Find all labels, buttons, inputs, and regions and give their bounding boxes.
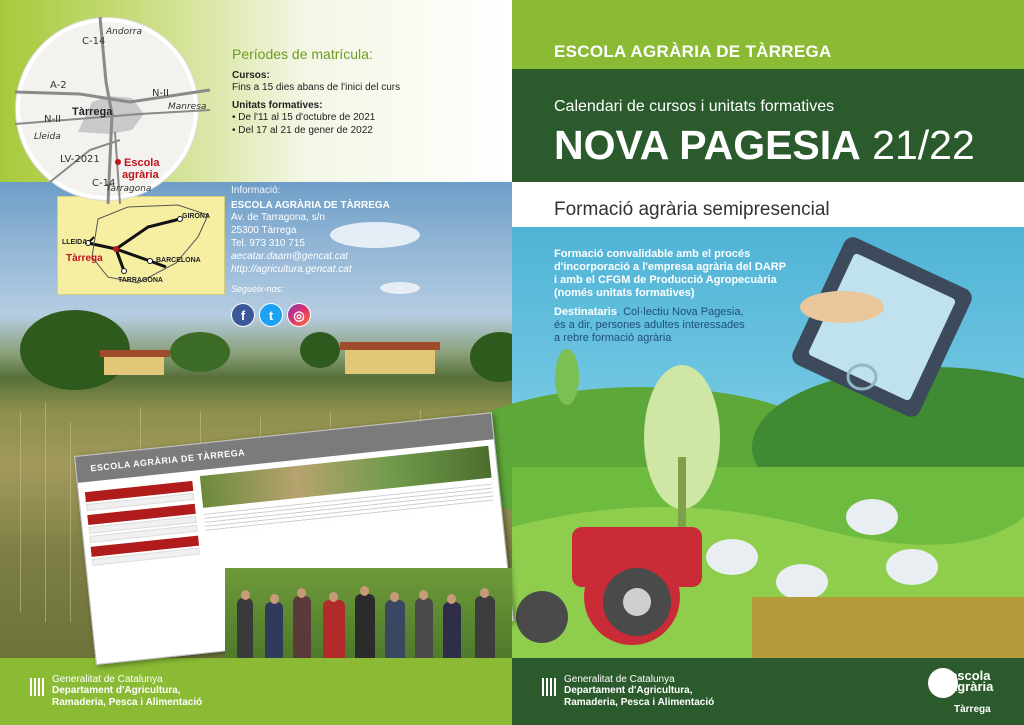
department-text [52, 674, 202, 709]
house [345, 350, 435, 374]
person-head [360, 586, 369, 596]
map-road-label: C-14 [92, 178, 116, 189]
school-title: ESCOLA AGRÀRIA DE TÀRREGA [554, 42, 832, 61]
audience-line-2: és a dir, persones adultes interessades [554, 319, 745, 331]
generalitat-name: Generalitat de Catalunya [52, 674, 163, 685]
person [355, 594, 375, 658]
department-line-1: Departament d'Agricultura, [564, 685, 693, 696]
map-school-label-2: agrària [122, 169, 159, 181]
contact-info [231, 185, 501, 323]
units-date-2: • Del 17 al 21 de gener de 2022 [232, 125, 373, 136]
person-head [480, 588, 489, 598]
department-line-2: Ramaderia, Pesca i Alimentació [52, 697, 203, 708]
person [323, 600, 345, 658]
blurb-line-1: Formació convalidable amb el procés [554, 248, 751, 260]
courses-heading: Cursos: [232, 70, 270, 81]
person [265, 602, 283, 658]
grass-stroke [70, 422, 71, 622]
website-header: ESCOLA AGRÀRIA DE TÀRREGA [75, 413, 493, 483]
map-road-label: N-II [44, 114, 61, 125]
map-town-label: Tàrrega [72, 106, 113, 118]
map-place-label: Lleida [34, 132, 61, 142]
person [475, 596, 495, 658]
house-roof [100, 350, 170, 357]
map-road-label: N-II [152, 88, 169, 99]
periods-title: Períodes de matrícula: [232, 46, 373, 62]
group-photo [225, 568, 512, 658]
department-line-1: Departament d'Agricultura, [52, 685, 181, 696]
house-roof [340, 342, 440, 350]
blurb-line-4: (només unitats formatives) [554, 287, 695, 299]
map-city-label: LLEIDA [62, 239, 88, 246]
map-city-label: GIRONA [182, 213, 210, 220]
person-head [419, 590, 428, 600]
person [385, 600, 405, 658]
calendar-subtitle: Calendari de cursos i unitats formatives [554, 98, 835, 115]
twitter-icon[interactable]: t [259, 303, 283, 327]
website-link[interactable]: http://agricultura.gencat.cat [231, 264, 352, 275]
email-link[interactable]: aecatar.daam@gencat.cat [231, 251, 349, 262]
title-main: NOVA PAGESIA [554, 122, 861, 168]
person-head [241, 590, 250, 600]
school-name: ESCOLA AGRÀRIA DE TÀRREGA [231, 200, 390, 211]
website-sidebar [84, 477, 200, 568]
department-text [564, 674, 714, 709]
title-year: 21/22 [860, 122, 975, 168]
map-place-label: Tarragona [106, 184, 152, 194]
person-head [447, 594, 456, 604]
audience-text [554, 306, 824, 319]
logo-text [950, 670, 993, 692]
right-page [512, 0, 1024, 725]
person-head [390, 592, 399, 602]
logo-line-3: Tàrrega [954, 704, 991, 715]
courses-text: Fins a 15 dies abans de l'inici del curs [232, 82, 401, 93]
generalitat-logo-icon [30, 678, 44, 696]
location-map [16, 18, 207, 200]
main-title [554, 122, 975, 169]
enrollment-periods [232, 46, 502, 137]
map-city-label: TARRAGONA [118, 277, 163, 284]
person [415, 598, 433, 658]
map-school-label-1: Escola [124, 157, 160, 169]
info-title: Informació: [231, 185, 281, 196]
person [237, 598, 253, 658]
training-type: Formació agrària semipresencial [554, 199, 830, 220]
audience-line-3: a rebre formació agrària [554, 332, 672, 344]
map-place-label: Manresa [168, 102, 207, 112]
map-road-label: A-2 [50, 80, 67, 91]
left-footer [0, 658, 512, 725]
units-date-1: • De l'11 al 15 d'octubre de 2021 [232, 112, 376, 123]
map-highlight-label: Tàrrega [66, 253, 103, 264]
house [104, 357, 164, 375]
person-head [329, 592, 338, 602]
person [443, 602, 461, 658]
address: Av. de Tarragona, s/n [231, 212, 325, 223]
audience-line-1: . Col·lectiu Nova Pagesia, [616, 306, 744, 318]
generalitat-logo-icon [542, 678, 556, 696]
blurb-line-3: i amb el CFGM de Producció Agropecuària [554, 274, 777, 286]
map-road-label: C-14 [82, 36, 106, 47]
logo-line-2: agrària [950, 679, 994, 694]
tree [170, 332, 230, 372]
person-head [297, 588, 306, 598]
training-description [554, 248, 824, 345]
audience-label: Destinataris [554, 306, 617, 318]
grass-stroke [45, 402, 46, 622]
map-place-label: Andorra [106, 27, 142, 37]
school-logo [928, 668, 992, 718]
logo-line-1: escola [950, 668, 991, 683]
facebook-icon[interactable]: f [231, 303, 255, 327]
follow-label: Segueix-nos: [231, 284, 284, 294]
instagram-icon[interactable]: ◎ [287, 303, 311, 327]
city: 25300 Tàrrega [231, 225, 297, 236]
map-road-label: LV-2021 [60, 154, 100, 165]
blurb-line-2: d'incorporació a l'empresa agrària del DARP [554, 261, 787, 273]
units-heading: Unitats formatives: [232, 100, 323, 111]
person-head [270, 594, 279, 604]
generalitat-name: Generalitat de Catalunya [564, 674, 675, 685]
person [293, 596, 311, 658]
phone: Tel. 973 310 715 [231, 238, 305, 249]
grass-stroke [20, 412, 21, 612]
map-city-label: BARCELONA [156, 257, 201, 264]
tree [300, 332, 340, 368]
catalonia-map [57, 196, 225, 295]
department-line-2: Ramaderia, Pesca i Alimentació [564, 697, 715, 708]
